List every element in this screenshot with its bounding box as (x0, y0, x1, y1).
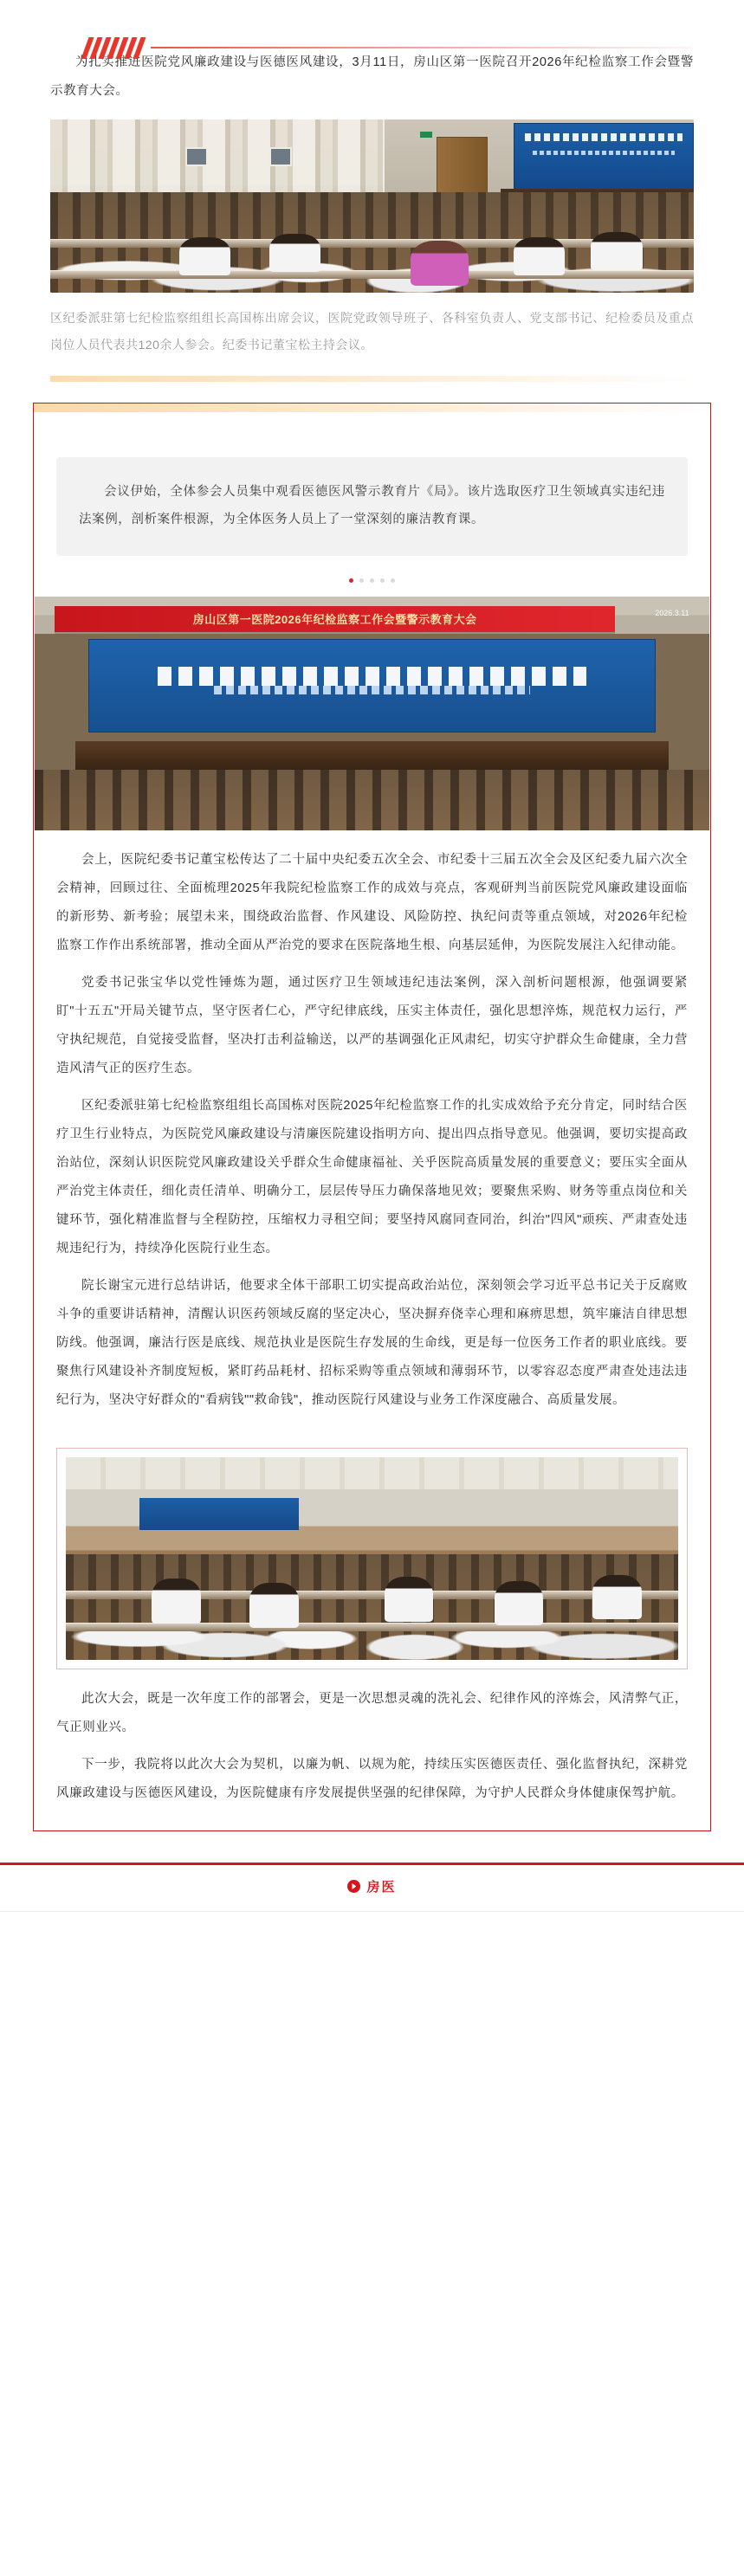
hero-screen-title (158, 667, 587, 686)
hero-screen-url (214, 686, 530, 694)
spacer (34, 830, 710, 846)
carousel-dot[interactable] (370, 578, 374, 583)
footer-rule (0, 1911, 744, 1912)
hero-date-stamp: 2026.3.11 (655, 608, 689, 617)
header-divider-line (151, 47, 692, 48)
hero-ribbon-text: 房山区第一医院2026年纪检监察工作会暨警示教育大会 (192, 613, 477, 627)
photo-2-section (56, 1448, 688, 1669)
room-door (437, 137, 488, 196)
spacer (34, 1083, 710, 1092)
spacer (34, 960, 710, 969)
quote-text: 会议伊始，全体参会人员集中观看医德医风警示教育片《局》。该片选取医疗卫生领域真实违纪违法案例，剖析案件根源，为全体医务人员上了一堂深刻的廉洁教育课。 (79, 485, 665, 526)
projection-screen (139, 1498, 299, 1530)
carousel-dots[interactable] (34, 578, 710, 583)
desk-row (66, 1623, 678, 1631)
attendee-white-coat (269, 234, 320, 272)
attendee-white-coat (514, 237, 565, 275)
highlight-section (33, 403, 711, 1831)
quote-callout-box (56, 457, 688, 556)
section-divider-bar (50, 376, 694, 382)
hero-dais-table (75, 741, 670, 769)
article-footer (0, 1863, 744, 1911)
photo-1-caption: 区纪委派驻第七纪检监察组组长高国栋出席会议，医院党政领导班子、各科室负责人、党支部书记、纪检委员及重点岗位人员代表共120余人参会。纪委书记董宝松主持会议。 (50, 311, 694, 352)
play-circle-icon (347, 1880, 360, 1893)
attendee-white-coat (385, 1577, 434, 1621)
attendee-white-coat (249, 1583, 299, 1627)
closing-paragraph-2: 下一步，我院将以此次大会为契机，以廉为帆、以规为舵，持续压实医德医责任、强化监督执纪，深耕党风廉政建设与医德医风建设，为医院健康有序发展提供坚强的纪律保障，为守护人民群众身体健康保驾护航。 (56, 1758, 688, 1800)
hero-stage-screen (88, 639, 655, 733)
attendee-white-coat (179, 237, 230, 275)
header-decoration (0, 0, 744, 48)
closing-paragraph-1: 此次大会，既是一次年度工作的部署会，更是一次思想灵魂的洗礼会、纪律作风的淬炼会，风清弊气正，气正则业兴。 (56, 1692, 688, 1734)
attendee-pink-jacket (411, 241, 469, 286)
intro-paragraph: 为扎实推进医院党风廉政建设与医德医风建设，3月11日，房山区第一医院召开2026年纪检监察工作会暨警示教育大会。 (50, 55, 694, 98)
hero-audience-seats (35, 770, 709, 830)
carousel-dot[interactable] (380, 578, 385, 583)
conference-photo-1 (50, 119, 694, 293)
spacer (34, 1742, 710, 1751)
carousel-dot[interactable] (359, 578, 364, 583)
conference-photo-2 (66, 1457, 678, 1660)
conference-hero-photo (35, 597, 709, 830)
body-paragraph-3: 区纪委派驻第七纪检监察组组长高国栋对医院2025年纪检监察工作的扎实成效给予充分肯定，同时结合医疗卫生行业特点，为医院党风廉政建设与清廉医院建设指明方向、提出四点指导意见。他强调，要切实提高政治站位，深刻认识医院党风廉政建设关乎群众生命健康福祉、关乎医院高质量发展的重要意义；要压实全面从严治党主体责任，细化责任清单、明确分工，层层传导压力确保落地见效；要聚焦采购、财务等重点岗位和关键环节，强化精准监督与全程防控，压缩权力寻租空间；要坚持风腐同查同治，纠治"四风"顽疾、严肃查处违规违纪行为，持续净化医院行业生态。 (56, 1099, 688, 1256)
body-paragraph-2: 党委书记张宝华以党性锤炼为题，通过医疗卫生领域违纪违法案例，深入剖析问题根源，他强调要紧盯"十五五"开局关键节点，坚守医者仁心，严守纪律底线，压实主体责任，强化思想淬炼，规范权力运行，严守执纪规范，自觉接受监督，坚决打击利益输送，以严的基调强化正风肃纪，切实守护群众生命健康，全力营造风清气正的医疗生态。 (56, 976, 688, 1075)
attendee-white-coat (152, 1579, 201, 1623)
spacer (34, 1263, 710, 1272)
wall-picture-frame (269, 147, 292, 166)
room-ceiling (66, 1457, 678, 1489)
spacer (34, 1669, 710, 1685)
body-paragraph-4: 院长谢宝元进行总结讲话，他要求全体干部职工切实提高政治站位，深刻领会学习近平总书记关于反腐败斗争的重要讲话精神，清醒认识医药领域反腐的坚定决心，坚决摒弃侥幸心理和麻痹思想，筑牢廉洁自律思想防线。他强调，廉洁行医是底线、规范执业是医院生存发展的生命线，更是每一位医务工作者的职业底线。要聚焦行风建设补齐制度短板，紧盯药品耗材、招标采购等重点领域和薄弱环节，以零容忍态度严肃查处违法违纪行为，坚决守好群众的"看病钱""救命钱"，推动医院行风建设与业务工作深度融合、高质量发展。 (56, 1279, 688, 1407)
exit-sign-icon (420, 132, 432, 138)
decoration-row (0, 36, 744, 59)
attendee-white-coat (495, 1581, 544, 1625)
footer-label: 房医 (366, 1880, 397, 1895)
spacer (34, 1415, 710, 1430)
diagonal-stripes-icon (85, 36, 142, 59)
hero-photo-wrapper (34, 597, 710, 830)
body-paragraph-1: 会上，医院纪委书记董宝松传达了二十届中央纪委五次全会、市纪委十三届五次全会及区纪委九届六次全会精神，回顾过往、全面梳理2025年我院纪检监察工作的成效与亮点，客观研判当前医院党风廉政建设面临的新形势、新考验；展望未来，围绕政治监督、作风建设、风险防控、执纪问责等重点领域，对2026年纪检监察工作作出系统部署，推动全面从严治党的要求在医院落地生根、向基层延伸，为医院发展注入纪律动能。 (56, 853, 688, 952)
stage-banner-title (525, 133, 682, 141)
stage-banner-url (533, 151, 676, 155)
highlight-section-top-gradient (34, 404, 710, 412)
carousel-dot-active[interactable] (349, 578, 353, 583)
stage-banner (514, 123, 694, 192)
photo-1-wrapper (0, 106, 744, 293)
wall-picture-frame (185, 147, 208, 166)
desk-row (50, 270, 694, 279)
attendee-white-coat (591, 232, 642, 270)
carousel-dot[interactable] (391, 578, 395, 583)
attendee-white-coat (592, 1575, 642, 1619)
